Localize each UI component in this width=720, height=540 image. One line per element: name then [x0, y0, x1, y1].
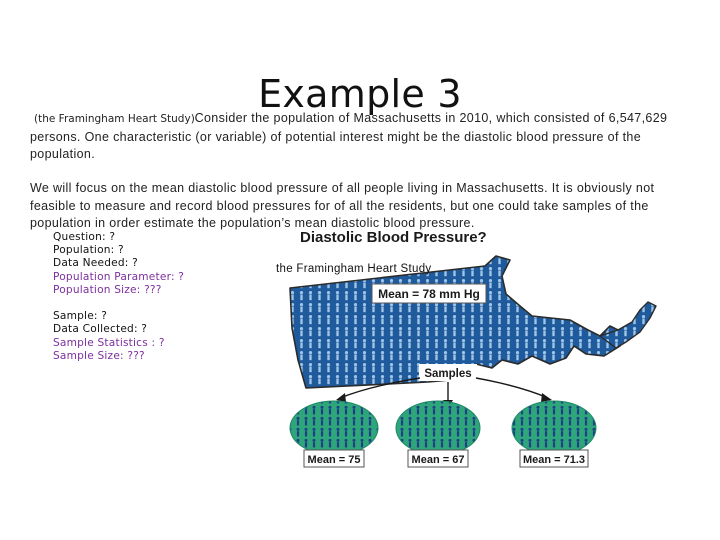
cape-cod-shape — [600, 302, 656, 348]
figure-caption-overlay: the Framingham Heart Study — [276, 263, 432, 275]
population-item: Population: ? — [53, 244, 124, 257]
question-list — [53, 231, 184, 363]
sample-mean-1: Mean = 75 — [307, 454, 361, 466]
population-parameter-item: Population Parameter: ? — [53, 270, 185, 283]
sample-mean-2: Mean = 67 — [411, 454, 465, 466]
samples-label: Samples — [424, 368, 472, 380]
data-needed-item: Data Needed: ? — [53, 257, 138, 270]
sample-statistics-item: Sample Statistics : ? — [53, 336, 165, 349]
study-tag: (the Framingham Heart Study) — [34, 113, 195, 125]
sample-size-item: Sample Size: ??? — [53, 349, 145, 362]
sample-mean-3: Mean = 71.3 — [522, 454, 586, 466]
intro-paragraph — [30, 110, 690, 164]
list-spacer — [53, 297, 184, 310]
population-size-item: Population Size: ??? — [53, 283, 162, 296]
sample-cluster-1 — [290, 401, 378, 455]
slide-title: Example 3 — [258, 72, 462, 116]
focus-paragraph: We will focus on the mean diastolic blood pressure of all people living in Massachusetts. It is obviously not feasible to measure and record blood pressures for of all the residents, but one could take samples of the population in order estimate the population’s mean diastolic blood pressure. — [30, 181, 655, 230]
sample-cluster-3 — [512, 401, 596, 455]
population-mean-label: Mean = 78 mm Hg — [378, 287, 480, 301]
intro-text: Consider the population of Massachusetts in 2010, which consisted of 6,547,629 persons. One characteristic (or variable) of potential interest might be the diastolic blood pressure of the population. — [30, 111, 668, 161]
data-collected-item: Data Collected: ? — [53, 323, 148, 336]
sampling-illustration — [270, 218, 690, 478]
figure-heading: Diastolic Blood Pressure? — [300, 229, 487, 246]
sample-item: Sample: ? — [53, 310, 108, 323]
question-item: Question: ? — [53, 231, 116, 243]
sample-cluster-2 — [396, 401, 480, 455]
